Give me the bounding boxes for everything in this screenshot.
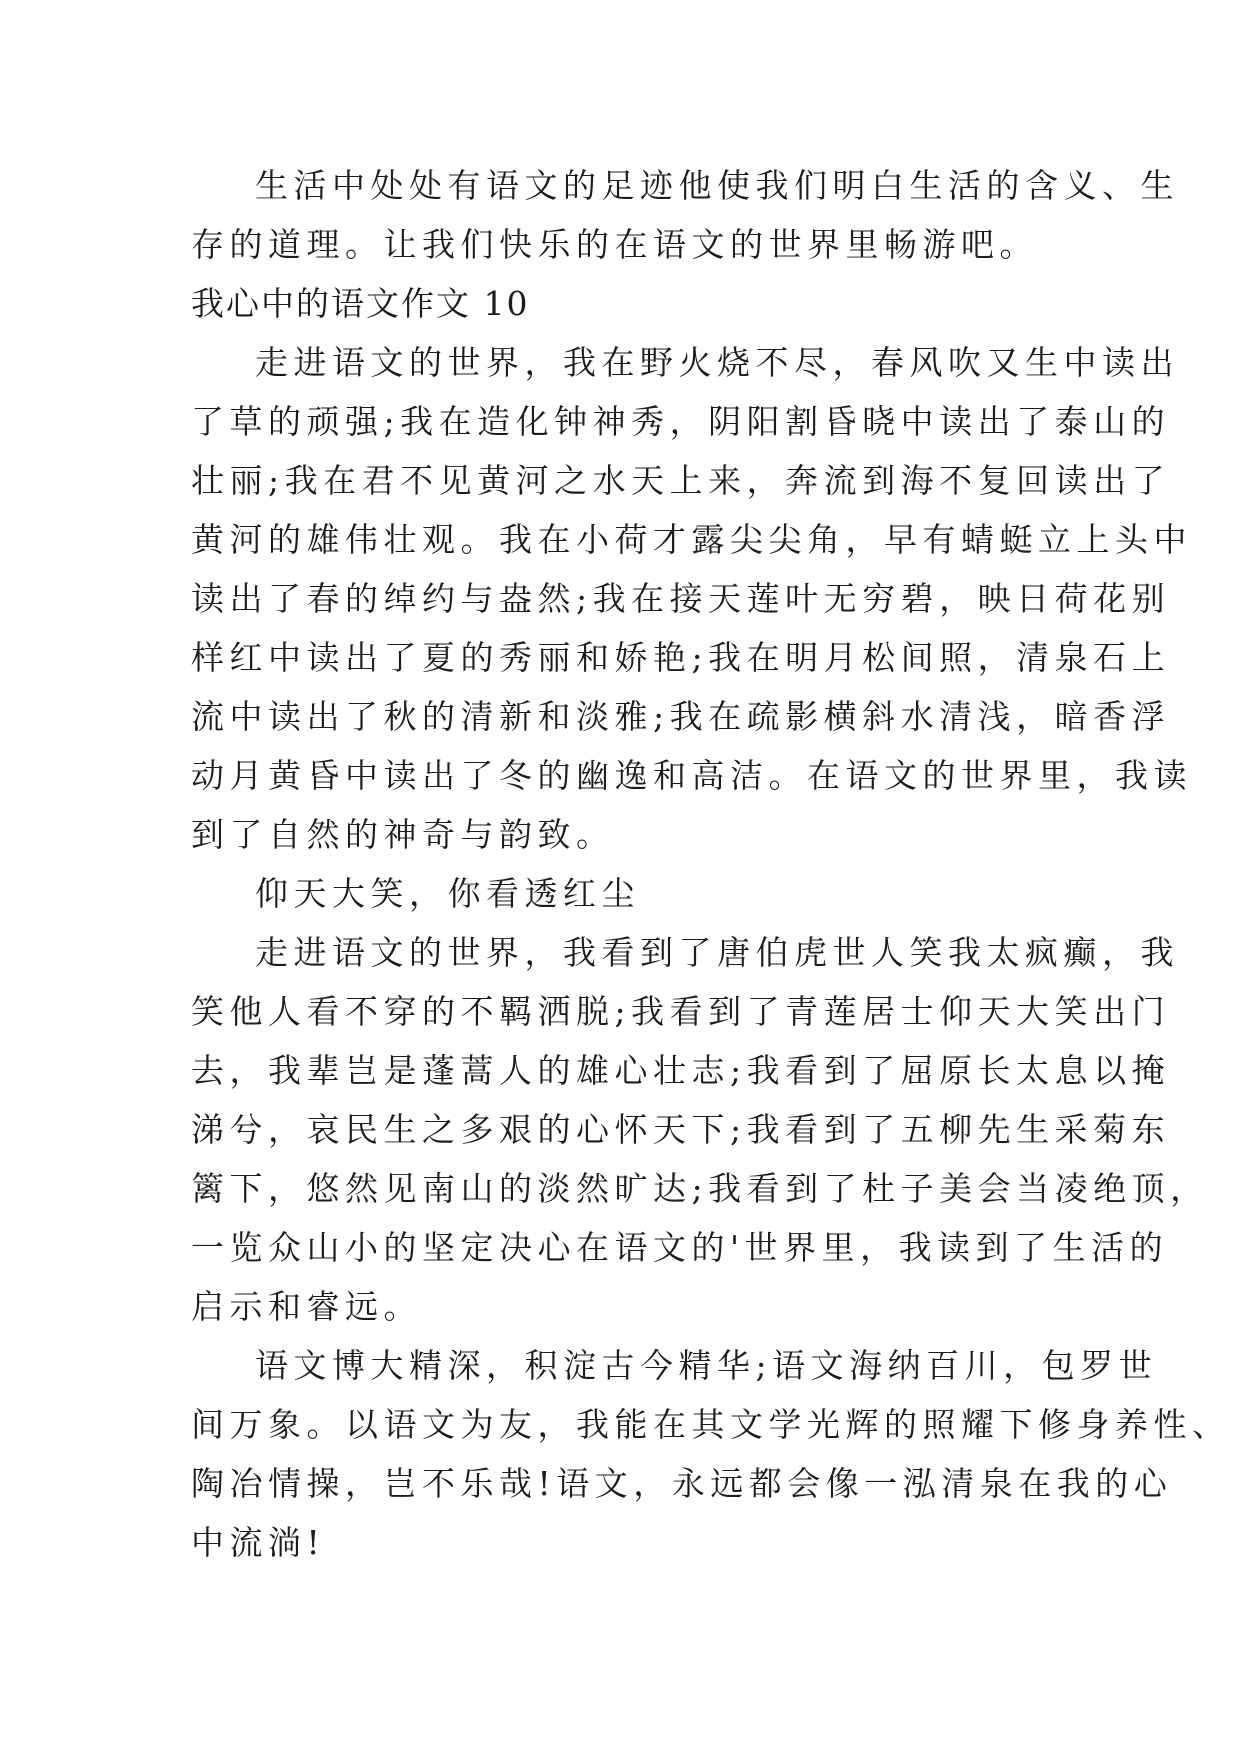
text-line: 流中读出了秋的清新和淡雅;我在疏影横斜水清浅，暗香浮: [191, 697, 1171, 736]
text-line: 涕兮，哀民生之多艰的心怀天下;我看到了五柳先生采菊东: [191, 1110, 1171, 1149]
paragraph-conclusion: [191, 1336, 1231, 1572]
text-line: 读出了春的绰约与盎然;我在接天莲叶无穷碧，映日荷花别: [191, 579, 1171, 618]
paragraph-life: [191, 923, 1209, 1336]
text-line: 间万象。以语文为友，我能在其文学光辉的照耀下修身养性、: [191, 1405, 1231, 1444]
text-line: 陶冶情操，岂不乐哉!语文，永远都会像一泓清泉在我的心: [191, 1464, 1173, 1503]
section-subheading: 仰天大笑，你看透红尘: [255, 874, 640, 913]
text-line: 样红中读出了夏的秀丽和娇艳;我在明月松间照，清泉石上: [191, 638, 1171, 677]
text-line: 语文博大精深，积淀古今精华;语文海纳百川，包罗世: [255, 1346, 1158, 1385]
text-line: 了草的顽强;我在造化钟神秀，阴阳割昏晓中读出了泰山的: [191, 402, 1171, 441]
text-line: 启示和睿远。: [191, 1287, 422, 1326]
text-line: 到了自然的神奇与韵致。: [191, 815, 615, 854]
intro-paragraph: [191, 156, 1179, 274]
text-line: 走进语文的世界，我看到了唐伯虎世人笑我太疯癫，我: [255, 933, 1179, 972]
text-line: 篱下，悠然见南山的淡然旷达;我看到了杜子美会当凌绝顶，: [191, 1169, 1209, 1208]
essay-heading: 我心中的语文作文 10: [191, 284, 530, 323]
text-line: 生活中处处有语文的足迹他使我们明白生活的含义、生: [255, 166, 1179, 205]
text-line: 动月黄昏中读出了冬的幽逸和高洁。在语文的世界里，我读: [191, 756, 1192, 795]
text-line: 壮丽;我在君不见黄河之水天上来，奔流到海不复回读出了: [191, 461, 1171, 500]
paragraph-nature: [191, 333, 1192, 864]
text-line: 存的道理。让我们快乐的在语文的世界里畅游吧。: [191, 225, 1038, 264]
text-line: 黄河的雄伟壮观。我在小荷才露尖尖角，早有蜻蜓立上头中: [191, 520, 1192, 559]
text-line: 一览众山小的坚定决心在语文的'世界里，我读到了生活的: [191, 1228, 1169, 1267]
text-line: 去，我辈岂是蓬蒿人的雄心壮志;我看到了屈原长太息以掩: [191, 1051, 1171, 1090]
text-line: 走进语文的世界，我在野火烧不尽，春风吹又生中读出: [255, 343, 1179, 382]
text-line: 中流淌!: [191, 1523, 326, 1562]
document-body: [191, 156, 1231, 1572]
text-line: 笑他人看不穿的不羁洒脱;我看到了青莲居士仰天大笑出门: [191, 992, 1171, 1031]
